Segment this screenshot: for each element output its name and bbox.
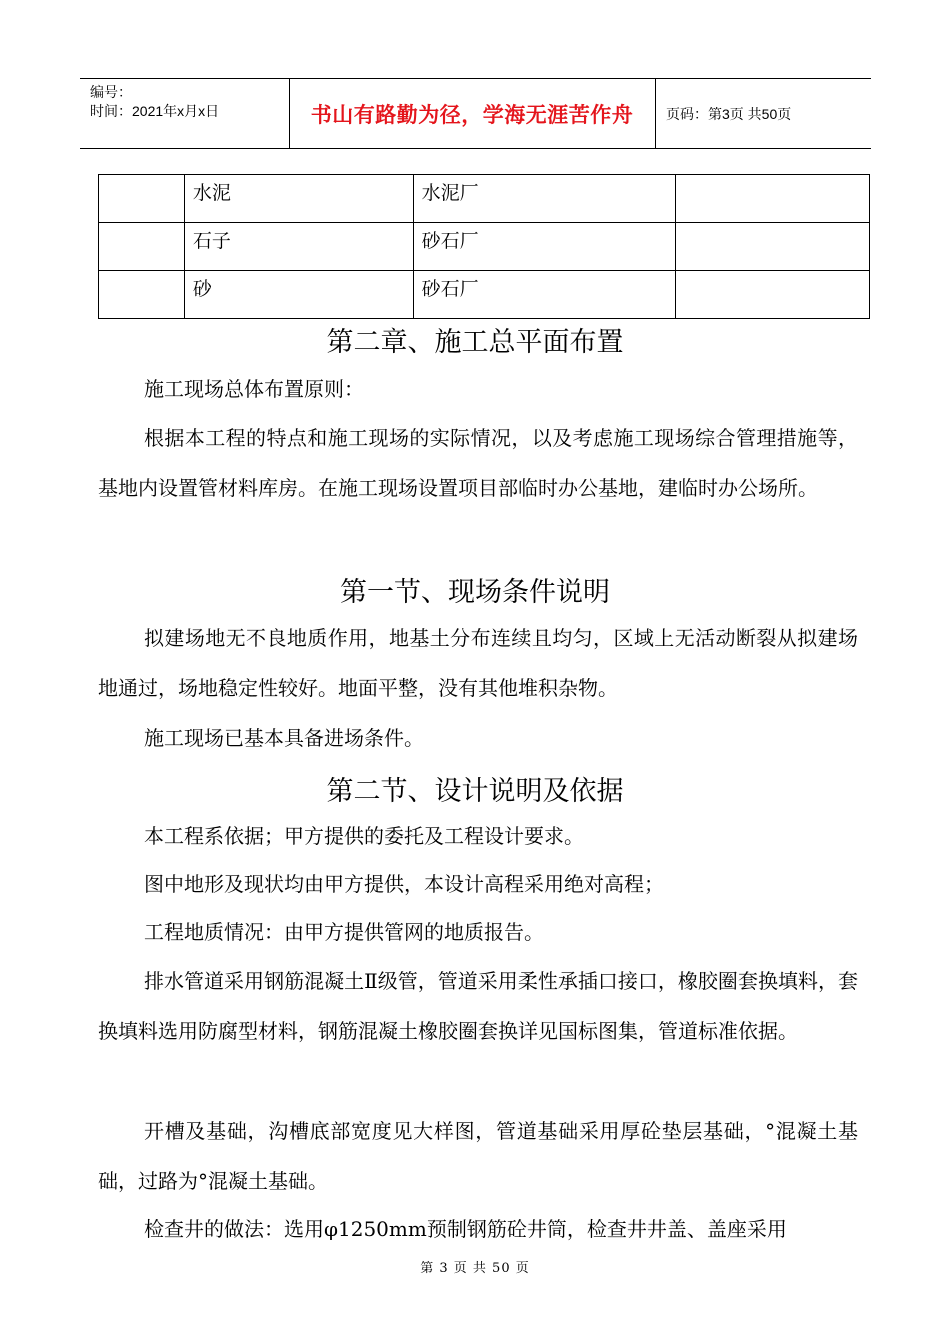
paragraph: 检查井的做法：选用φ1250mm预制钢筋砼井筒，检查井井盖、盖座采用 xyxy=(144,1217,787,1241)
header-meta xyxy=(90,83,219,121)
paragraph: 根据本工程的特点和施工现场的实际情况，以及考虑施工现场综合管理措施等，基地内设置管材料库房。在施工现场设置项目部临时办公基地，建临时办公场所。 xyxy=(98,426,858,500)
table-cell xyxy=(676,175,870,223)
paragraph: 排水管道采用钢筋混凝土Ⅱ级管，管道采用柔性承插口接口，橡胶圈套换填料，套换填料选用防腐型材料，钢筋混凝土橡胶圈套换详见国标图集，管道标准依据。 xyxy=(98,969,858,1043)
table-cell xyxy=(99,271,185,319)
header-number-label: 编号： xyxy=(90,84,132,100)
table-row xyxy=(99,175,870,223)
table-row xyxy=(99,271,870,319)
table-cell: 砂 xyxy=(184,271,413,319)
paragraph: 工程地质情况：由甲方提供管网的地质报告。 xyxy=(144,920,544,944)
page-footer: 第 3 页 共 50 页 xyxy=(420,1261,530,1276)
section-title: 第二节、设计说明及依据 xyxy=(326,776,624,807)
table-cell: 砂石厂 xyxy=(413,271,676,319)
paragraph: 拟建场地无不良地质作用，地基土分布连续且均匀，区域上无活动断裂从拟建场地通过，场地稳定性较好。地面平整，没有其他堆积杂物。 xyxy=(98,626,858,700)
section-title: 第一节、现场条件说明 xyxy=(340,577,610,608)
table-cell: 水泥 xyxy=(184,175,413,223)
table-cell xyxy=(676,271,870,319)
paragraph: 图中地形及现状均由甲方提供，本设计高程采用绝对高程； xyxy=(144,872,664,896)
paragraph: 施工现场已基本具备进场条件。 xyxy=(144,726,424,750)
paragraph: 开槽及基础，沟槽底部宽度见大样图，管道基础采用厚砼垫层基础，°混凝土基础，过路为°混凝土基础。 xyxy=(98,1119,858,1193)
materials-table xyxy=(98,174,870,319)
chapter-title: 第二章、施工总平面布置 xyxy=(326,327,624,358)
table-cell xyxy=(99,223,185,271)
table-cell xyxy=(99,175,185,223)
table-cell: 水泥厂 xyxy=(413,175,676,223)
table-cell xyxy=(676,223,870,271)
table-cell: 砂石厂 xyxy=(413,223,676,271)
header-divider xyxy=(655,79,656,148)
paragraph: 施工现场总体布置原则： xyxy=(144,377,364,401)
page-header xyxy=(80,78,871,149)
header-date: 时间：2021年x月x日 xyxy=(90,103,220,119)
header-motto: 书山有路勤为径，学海无涯苦作舟 xyxy=(310,103,634,127)
header-page-info: 页码：第3页 共50页 xyxy=(666,106,792,122)
paragraph: 本工程系依据；甲方提供的委托及工程设计要求。 xyxy=(144,824,584,848)
table-cell: 石子 xyxy=(184,223,413,271)
table-row xyxy=(99,223,870,271)
